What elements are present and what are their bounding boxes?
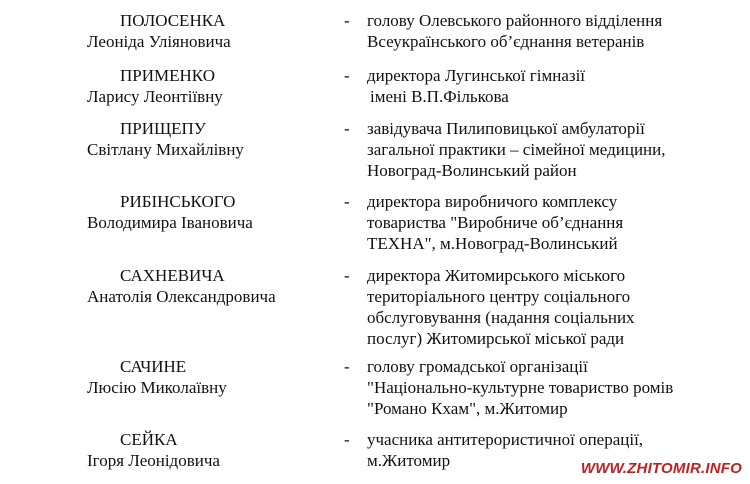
description-line: Всеукраїнського об’єднання ветеранів	[367, 32, 645, 51]
dash-separator: -	[344, 192, 350, 211]
position-description	[367, 118, 737, 181]
given-names: Ігоря Леонідовича	[87, 451, 220, 470]
position-description	[367, 191, 737, 254]
surname: СЕЙКА	[120, 430, 178, 449]
surname: САЧИНЕ	[120, 357, 187, 376]
position-description	[367, 10, 737, 52]
description-line: територіального центру соціального	[367, 287, 631, 306]
description-line: голову громадської організації	[367, 357, 588, 376]
description-line: завідувача Пилиповицької амбулаторії	[367, 119, 645, 138]
dash-separator: -	[344, 430, 350, 449]
description-line: загальної практики – сімейної медицини,	[367, 140, 666, 159]
description-line: директора Лугинської гімназії	[367, 66, 586, 85]
surname: САХНЕВИЧА	[120, 266, 225, 285]
description-line: учасника антитерористичної операції,	[367, 430, 644, 449]
surname: ПРИМЕНКО	[120, 66, 215, 85]
surname: ПОЛОСЕНКА	[120, 11, 226, 30]
description-line: товариства "Виробниче об’єднання	[367, 213, 624, 232]
dash-separator: -	[344, 119, 350, 138]
given-names: Анатолія Олександровича	[87, 287, 276, 306]
description-line: послуг) Житомирської міської ради	[367, 329, 625, 348]
surname: ПРИЩЕПУ	[120, 119, 206, 138]
given-names: Люсію Миколаївну	[87, 378, 227, 397]
description-line: обслуговування (надання соціальних	[367, 308, 635, 327]
person-name	[0, 65, 330, 107]
surname: РИБІНСЬКОГО	[120, 192, 236, 211]
person-name	[0, 191, 330, 233]
description-line: директора виробничого комплексу	[367, 192, 618, 211]
description-line: директора Житомирського міського	[367, 266, 626, 285]
description-line: імені В.П.Фількова	[370, 87, 509, 106]
dash-separator: -	[344, 11, 350, 30]
description-line: "Національно-культурне товариство ромів	[367, 378, 674, 397]
given-names: Володимира Івановича	[87, 213, 253, 232]
description-line: м.Житомир	[367, 451, 451, 470]
dash-separator: -	[344, 266, 350, 285]
given-names: Леоніда Уліяновича	[87, 32, 231, 51]
person-name	[0, 265, 330, 307]
description-line: ТЕХНА", м.Новоград-Волинський	[367, 234, 618, 253]
position-description	[367, 265, 737, 349]
given-names: Ларису Леонтіївну	[87, 87, 223, 106]
person-name	[0, 118, 330, 160]
description-line: "Романо Кхам", м.Житомир	[367, 399, 568, 418]
person-name	[0, 356, 330, 398]
site-watermark: WWW.ZHITOMIR.INFO	[580, 460, 742, 477]
description-line: Новоград-Волинський район	[367, 161, 577, 180]
position-description	[367, 65, 737, 107]
description-line: голову Олевського районного відділення	[367, 11, 663, 30]
dash-separator: -	[344, 66, 350, 85]
person-name	[0, 429, 330, 471]
position-description	[367, 356, 737, 419]
dash-separator: -	[344, 357, 350, 376]
given-names: Світлану Михайлівну	[87, 140, 244, 159]
person-name	[0, 10, 330, 52]
